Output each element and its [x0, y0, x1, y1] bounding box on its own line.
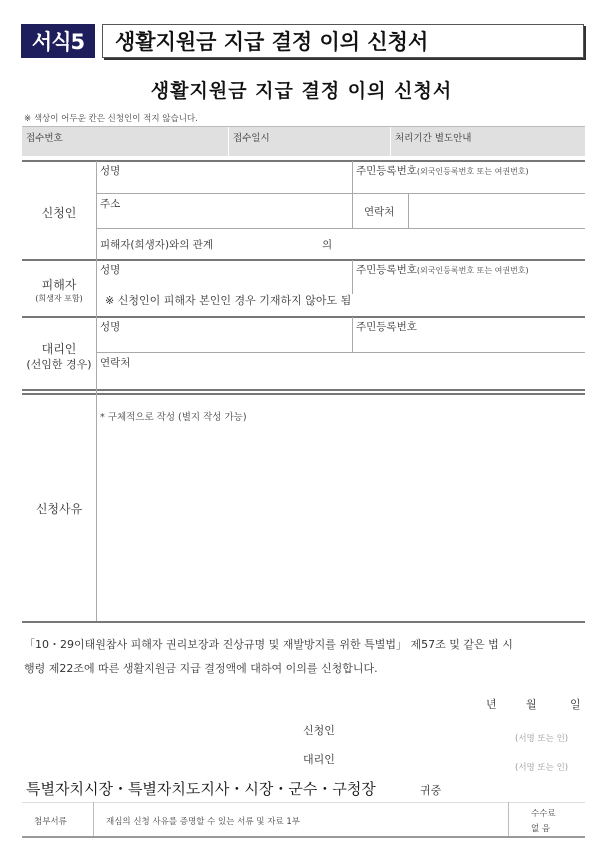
receipt-date-label: 접수일시 — [233, 133, 270, 144]
attachments-content: 재심의 신청 사유를 증명할 수 있는 서류 및 자료 1부 — [106, 817, 300, 827]
column-divider — [508, 802, 509, 836]
receipt-number-field — [22, 127, 229, 156]
divider — [22, 259, 585, 261]
reason-section-label: 신청사유 — [35, 502, 83, 516]
divider — [96, 193, 585, 194]
attachments-label: 첨부서류 — [34, 817, 67, 827]
reason-hint: * 구체적으로 작성 (별지 작성 가능) — [100, 412, 247, 423]
victim-name-field[interactable]: 성명 — [100, 264, 121, 276]
applicant-contact-label: 연락처 — [364, 206, 395, 218]
victim-section-label: 피해자 — [41, 278, 77, 292]
processing-period-field — [391, 127, 585, 156]
agent-section-sublabel: (선임한 경우) — [26, 358, 92, 371]
date-year[interactable]: 년 — [486, 698, 497, 711]
reason-textarea[interactable] — [98, 425, 584, 619]
divider — [22, 621, 585, 623]
fee-label: 수수료 — [531, 809, 556, 819]
date-month[interactable]: 월 — [526, 698, 537, 711]
applicant-contact-input[interactable] — [410, 195, 584, 227]
divider — [22, 393, 585, 395]
applicant-relation-field[interactable]: 피해자(희생자)와의 관계 — [100, 239, 213, 251]
column-divider — [408, 194, 409, 228]
victim-id-field[interactable] — [356, 262, 529, 277]
applicant-signature-label: 신청인 — [303, 724, 335, 737]
divider — [22, 160, 585, 162]
agent-contact-field[interactable]: 연락처 — [100, 357, 131, 369]
recipient-suffix: 귀중 — [420, 784, 442, 797]
divider — [22, 836, 585, 838]
header-title: 생활지원금 지급 결정 이의 신청서 — [102, 24, 584, 58]
divider — [96, 352, 585, 353]
column-divider — [93, 802, 94, 836]
applicant-id-label: 주민등록번호 — [356, 165, 417, 177]
applicant-relation-suffix: 의 — [322, 239, 333, 251]
victim-id-label: 주민등록번호 — [356, 264, 417, 276]
divider — [22, 389, 585, 391]
applicant-address-field[interactable]: 주소 — [100, 198, 121, 210]
recipient-name: 특별자치시장・특별자치도지사・시장・군수・구청장 — [26, 780, 376, 798]
shaded-cell-note: ※ 색상이 어두운 칸은 신청인이 적지 않습니다. — [24, 114, 198, 124]
column-divider — [96, 161, 97, 621]
victim-note: ※ 신청인이 피해자 본인인 경우 기재하지 않아도 됨 — [105, 294, 352, 307]
agent-name-field[interactable]: 성명 — [100, 321, 121, 333]
statement-line-2: 행령 제22조에 따른 생활지원금 지급 결정액에 대하여 이의를 신청합니다. — [24, 662, 378, 675]
divider — [22, 802, 585, 803]
processing-period-label: 처리기간 별도안내 — [395, 133, 472, 144]
agent-id-field[interactable]: 주민등록번호 — [356, 321, 417, 333]
receipt-date-field — [229, 127, 391, 156]
applicant-signature-field[interactable]: (서명 또는 인) — [515, 734, 569, 744]
applicant-id-note: (외국인등록번호 또는 여권번호) — [416, 167, 529, 176]
form-number-badge: 서식5 — [21, 24, 95, 58]
agent-section-label: 대리인 — [41, 342, 77, 356]
victim-section-sublabel: (희생자 포함) — [35, 294, 83, 303]
applicant-id-field[interactable] — [356, 163, 529, 178]
receipt-number-label: 접수번호 — [26, 133, 63, 144]
victim-id-note: (외국인등록번호 또는 여권번호) — [416, 266, 529, 275]
applicant-section-label: 신청인 — [41, 206, 77, 220]
column-divider — [352, 317, 353, 352]
column-divider — [352, 260, 353, 294]
divider — [22, 316, 585, 318]
applicant-name-field[interactable]: 성명 — [100, 165, 121, 177]
column-divider — [352, 161, 353, 228]
agent-signature-label: 대리인 — [303, 753, 335, 766]
receipt-row — [22, 126, 585, 156]
divider — [96, 228, 585, 229]
agent-signature-field[interactable]: (서명 또는 인) — [515, 763, 569, 773]
date-day[interactable]: 일 — [570, 698, 581, 711]
fee-value: 없 음 — [531, 824, 551, 834]
statement-line-1: 「10・29이태원참사 피해자 권리보장과 진상규명 및 재발방지를 위한 특별법」 제57조 및 같은 법 시 — [24, 638, 513, 651]
page-title: 생활지원금 지급 결정 이의 신청서 — [150, 80, 453, 102]
